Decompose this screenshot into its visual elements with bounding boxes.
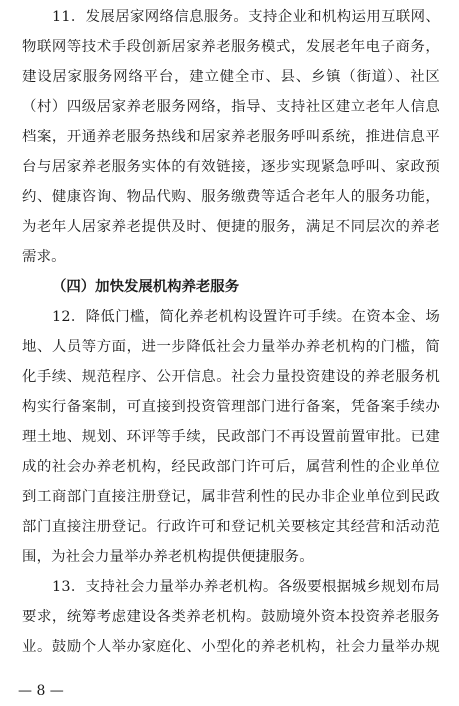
paragraph-line: 为老年人居家养老提供及时、便捷的服务，满足不同层次的养老 xyxy=(22,219,440,235)
paragraph-line: 档案，开通养老服务热线和居家养老服务呼叫系统，推进信息平 xyxy=(22,129,440,145)
paragraph-line: 11．发展居家网络信息服务。支持企业和机构运用互联网、 xyxy=(52,9,440,25)
paragraph-line: 到工商部门直接注册登记，属非营利性的民办非企业单位到民政 xyxy=(22,489,440,505)
page-number: — 8 — xyxy=(18,683,64,699)
paragraph-line: 地、人员等方面，进一步降低社会力量举办养老机构的门槛，简 xyxy=(22,339,440,355)
paragraph-line: 约、健康咨询、物品代购、服务缴费等适合老年人的服务功能， xyxy=(22,189,440,205)
paragraph-line: 要求，统筹考虑建设各类养老机构。鼓励境外资本投资养老服务 xyxy=(22,609,440,625)
paragraph-line: 构实行备案制，可直接到投资管理部门进行备案，凭备案手续办 xyxy=(22,399,440,415)
paragraph-line: 需求。 xyxy=(22,249,66,265)
paragraph-line: 部门直接注册登记。行政许可和登记机关要核定其经营和活动范 xyxy=(22,519,440,535)
paragraph-line: 成的社会办养老机构，经民政部门许可后，属营利性的企业单位 xyxy=(22,459,440,475)
paragraph-line: 物联网等技术手段创新居家养老服务模式，发展老年电子商务， xyxy=(22,39,440,55)
paragraph-line: 建设居家服务网络平台，建立健全市、县、乡镇（街道）、社区 xyxy=(22,69,440,85)
section-heading: （四）加快发展机构养老服务 xyxy=(52,279,240,295)
paragraph-line: 13．支持社会力量举办养老机构。各级要根据城乡规划布局 xyxy=(52,579,440,595)
paragraph-line: 业。鼓励个人举办家庭化、小型化的养老机构，社会力量举办规 xyxy=(22,639,440,655)
paragraph-line: 化手续、规范程序、公开信息。社会力量投资建设的养老服务机 xyxy=(22,369,440,385)
paragraph-line: 12．降低门槛，简化养老机构设置许可手续。在资本金、场 xyxy=(52,309,440,325)
paragraph-line: 围，为社会力量举办养老机构提供便捷服务。 xyxy=(22,549,314,565)
paragraph-line: 台与居家养老服务实体的有效链接，逐步实现紧急呼叫、家政预 xyxy=(22,159,440,175)
paragraph-line: （村）四级居家养老服务网络，指导、支持社区建立老年人信息 xyxy=(22,99,440,115)
paragraph-line: 理土地、规划、环评等手续，民政部门不再设置前置审批。已建 xyxy=(22,429,440,445)
